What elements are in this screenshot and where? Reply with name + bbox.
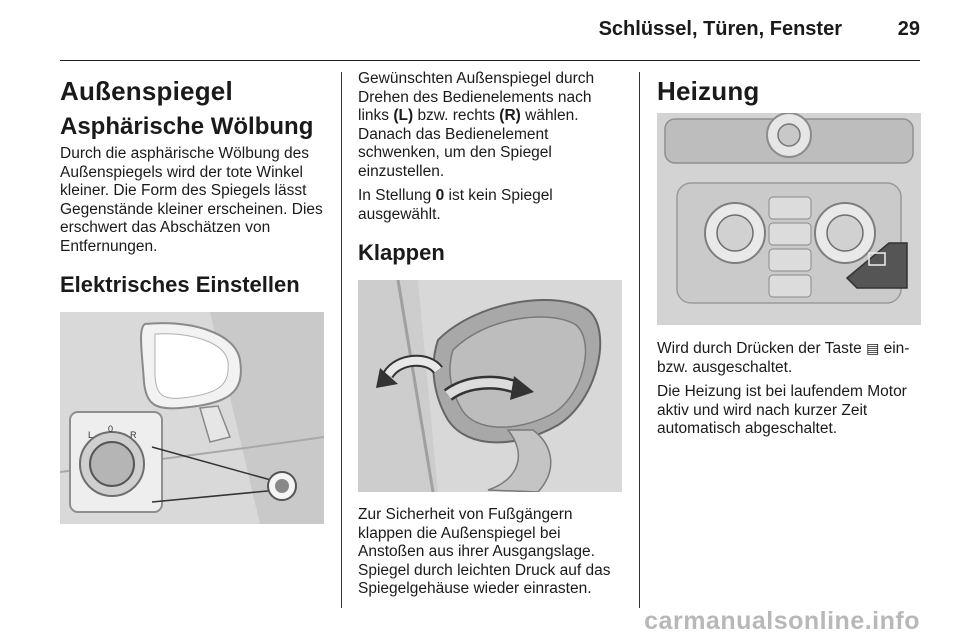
column-middle — [358, 70, 624, 605]
column-right — [657, 70, 922, 445]
heading-fold: Klappen — [358, 240, 445, 265]
svg-text:0: 0 — [108, 424, 114, 434]
svg-text:R: R — [130, 430, 137, 440]
heating-panel-illustration — [657, 113, 921, 325]
heading-electric-adjust: Elektrisches Einstellen — [60, 272, 300, 297]
column-left — [60, 70, 325, 524]
heading-aspheric: Asphärische Wölbung — [60, 113, 314, 140]
column-divider — [341, 72, 342, 608]
section-title-mirrors: Außenspiegel — [60, 76, 233, 106]
svg-text:L: L — [88, 430, 94, 440]
paragraph-position-zero: In Stellung 0 ist kein Spiegel ausgewählt. — [358, 187, 553, 223]
mirror-adjust-illustration — [60, 312, 324, 524]
paragraph-adjust: Gewünschten Außenspiegel durch Drehen des Bedienelements nach links (L) bzw. rechts (R) wählen. Danach das Bedienelement schwenken, um den Spiegel einzustellen. — [358, 70, 595, 180]
page-header — [60, 18, 920, 61]
paragraph-aspheric: Durch die asphärische Wölbung des Außenspiegels wird der tote Winkel kleiner. Die Form des Spiegels lässt Gegenstände kleiner erscheinen. Dies erschwert das Abschätzen von Entfernungen. — [60, 145, 323, 255]
label-right: (R) — [499, 107, 521, 124]
mirror-fold-illustration — [358, 280, 622, 492]
rear-window-heating-icon: ▤ — [866, 340, 880, 356]
heading-heating: Heizung — [657, 76, 760, 106]
paragraph-heating-button: Wird durch Drücken der Taste ▤ ein- bzw. ausgeschaltet. — [657, 340, 910, 376]
watermark: carmanualsonline.info — [644, 607, 920, 635]
column-divider — [639, 72, 640, 608]
label-left: (L) — [393, 107, 414, 124]
label-zero: 0 — [435, 187, 445, 204]
page-number: 29 — [897, 18, 920, 40]
header-title: Schlüssel, Türen, Fenster — [598, 18, 842, 40]
paragraph-heating-info: Die Heizung ist bei laufendem Motor aktiv und wird nach kurzer Zeit automatisch abgeschaltet. — [657, 383, 907, 437]
paragraph-fold: Zur Sicherheit von Fußgängern klappen die Außenspiegel bei Anstoßen aus ihrer Ausgangslage. Spiegel durch leichten Druck auf das Spiegelgehäuse wieder einrasten. — [358, 506, 611, 597]
